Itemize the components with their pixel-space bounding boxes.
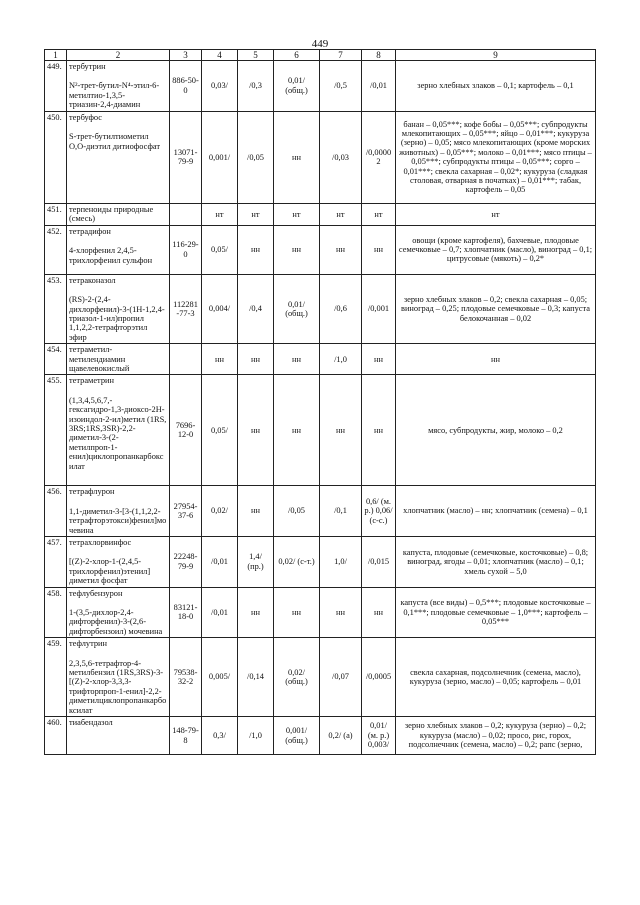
value-cell-6: нн — [274, 344, 320, 375]
value-cell-5: 1,4/ (пр.) — [238, 536, 274, 587]
header-cell: 6 — [274, 50, 320, 61]
substance-name: тиабендазол — [69, 718, 113, 728]
cas-number-cell: 7696-12-0 — [170, 375, 202, 486]
residue-limits-cell: нт — [396, 203, 596, 225]
value-cell-8: /0,015 — [362, 536, 396, 587]
value-cell-7: /0,07 — [320, 638, 362, 717]
chemical-name: S-трет-бутилтиометил O,O-диэтил дитиофосфат — [69, 132, 161, 151]
cas-number-cell: 27954-37-6 — [170, 486, 202, 537]
chemical-name: N²-трет-бутил-N⁴-этил-6-метилтио-1,3,5-триазин-2,4-диамин — [69, 81, 160, 110]
substance-name: терпеноиды природные (смесь) — [69, 204, 154, 224]
residue-limits-cell: хлопчатник (масло) – нн; хлопчатник (семена) – 0,1 — [396, 486, 596, 537]
cas-number-cell — [170, 344, 202, 375]
substance-name: тетрафлурон — [69, 487, 115, 497]
substance-name: тетрадифон — [69, 226, 111, 236]
table-row — [45, 587, 596, 638]
value-cell-7: нт — [320, 203, 362, 225]
row-number-cell: 456. — [45, 486, 67, 537]
pesticide-table — [44, 49, 596, 755]
header-cell: 9 — [396, 50, 596, 61]
value-cell-5: нт — [238, 203, 274, 225]
substance-name: тетраметрин — [69, 376, 114, 386]
table-row — [45, 225, 596, 274]
table-row — [45, 375, 596, 486]
substance-name: тетрахлорвинфос — [69, 537, 132, 547]
chemical-name: (1,3,4,5,6,7,-гексагидро-1,3-диоксо-2Н-изоиндол-2-ил)метил (1RS, 3RS;1RS,3SR)-2,2-диметил-3-(2-метилпроп-1-енил)циклопропанкарбоксилат — [69, 395, 167, 471]
header-row — [45, 50, 596, 61]
value-cell-7: /1,0 — [320, 344, 362, 375]
value-cell-4: /0,01 — [202, 587, 238, 638]
table-row — [45, 638, 596, 717]
value-cell-4: нт — [202, 203, 238, 225]
residue-limits-cell: банан – 0,05***; кофе бобы – 0,05***; субпродукты млекопитающих – 0,05***; яйцо – 0,01***; кукуруза (зерно) – 0,05; мясо млекопитающих (кроме морских животных) – 0,05***; молоко – 0,01***; мясо птицы – 0,05***; субпродукты птицы – 0,05***; сорго – 0,01***; свекла сахарная – 0,02*; кукуруза (сладкая столовая, отварная в початках) – 0,01***; табак, картофель – 0,05 — [396, 111, 596, 203]
table-row — [45, 61, 596, 112]
value-cell-6: нт — [274, 203, 320, 225]
chemical-name: 1-(3,5-дихлор-2,4-дифторфенил)-3-(2,6-дифторбензоил) мочевина — [69, 608, 163, 636]
cas-number-cell: 886-50-0 — [170, 61, 202, 112]
value-cell-8: нн — [362, 344, 396, 375]
substance-cell — [67, 111, 170, 203]
value-cell-4: /0,01 — [202, 536, 238, 587]
value-cell-5: нн — [238, 486, 274, 537]
value-cell-5: нн — [238, 375, 274, 486]
header-cell: 2 — [67, 50, 170, 61]
chemical-name: 2,3,5,6-тетрафтор-4-метилбензил (1RS,3RS)-3-[(Z)-2-хлор-3,3,3-трифторпроп-1-енил]-2,2-диметилциклопропанкарбоксилат — [69, 658, 167, 715]
row-number-cell: 452. — [45, 225, 67, 274]
value-cell-5: /1,0 — [238, 717, 274, 755]
row-number-cell: 449. — [45, 61, 67, 112]
value-cell-8: /0,01 — [362, 61, 396, 112]
row-number-cell: 458. — [45, 587, 67, 638]
header-cell: 5 — [238, 50, 274, 61]
header-cell: 7 — [320, 50, 362, 61]
value-cell-4: 0,001/ — [202, 111, 238, 203]
value-cell-6: 0,02/ (с-т.) — [274, 536, 320, 587]
value-cell-8: нн — [362, 375, 396, 486]
value-cell-6: нн — [274, 587, 320, 638]
substance-name: тербуфос — [69, 112, 103, 122]
value-cell-7: 1,0/ — [320, 536, 362, 587]
substance-cell — [67, 61, 170, 112]
chemical-name: [(Z)-2-хлор-1-(2,4,5-трихлорфенил)этенил] диметил фосфат — [69, 557, 151, 586]
residue-limits-cell: зерно хлебных злаков – 0,2; свекла сахарная – 0,05; виноград – 0,25; плодовые семечковые – 0,3; капуста белокочанная – 0,02 — [396, 274, 596, 343]
value-cell-6: 0,01/ (общ.) — [274, 274, 320, 343]
value-cell-8: нт — [362, 203, 396, 225]
table-row — [45, 486, 596, 537]
header-cell: 3 — [170, 50, 202, 61]
residue-limits-cell: овощи (кроме картофеля), бахчевые, плодовые семечковые – 0,7; хлопчатник (масло), виноград – 0,1; цитрусовые (мякоть) – 0,2* — [396, 225, 596, 274]
row-number-cell: 457. — [45, 536, 67, 587]
value-cell-4: 0,3/ — [202, 717, 238, 755]
substance-name: тербутрин — [69, 62, 106, 72]
value-cell-5: /0,05 — [238, 111, 274, 203]
substance-name: тетраметил-метилендиамин щавелевокислый — [69, 345, 130, 373]
cas-number-cell: 116-29-0 — [170, 225, 202, 274]
cas-number-cell: 148-79-8 — [170, 717, 202, 755]
value-cell-7: нн — [320, 225, 362, 274]
row-number-cell: 459. — [45, 638, 67, 717]
value-cell-8: /0,0005 — [362, 638, 396, 717]
residue-limits-cell: зерно хлебных злаков – 0,2; кукуруза (зерно) – 0,2; кукуруза (масло) – 0,02; просо, рис, горох, подсолнечник (семена, масло) – 0,2; рапс (зерно, — [396, 717, 596, 755]
row-number-cell: 460. — [45, 717, 67, 755]
value-cell-6: 0,02/ (общ.) — [274, 638, 320, 717]
value-cell-4: 0,05/ — [202, 225, 238, 274]
chemical-name: (RS)-2-(2,4-дихлорфенил)-3-(1Н-1,2,4-триазол-1-ил)пропил 1,1,2,2-тетрафторэтил эфир — [69, 295, 165, 342]
substance-cell — [67, 638, 170, 717]
substance-cell — [67, 344, 170, 375]
value-cell-8: 0,01/ (м. р.) 0,003/ — [362, 717, 396, 755]
residue-limits-cell: капуста (все виды) – 0,5***; плодовые косточковые – 0,1***; плодовые семечковые – 1,0***; картофель – 0,05*** — [396, 587, 596, 638]
value-cell-4: 0,004/ — [202, 274, 238, 343]
substance-name: тефлутрин — [69, 639, 107, 649]
substance-cell — [67, 375, 170, 486]
value-cell-5: /0,3 — [238, 61, 274, 112]
value-cell-7: /0,5 — [320, 61, 362, 112]
value-cell-8: /0,00002 — [362, 111, 396, 203]
cas-number-cell: 112281-77-3 — [170, 274, 202, 343]
value-cell-4: 0,005/ — [202, 638, 238, 717]
value-cell-4: 0,03/ — [202, 61, 238, 112]
header-cell: 1 — [45, 50, 67, 61]
value-cell-8: 0,6/ (м. р.) 0,06/ (с-с.) — [362, 486, 396, 537]
table-row — [45, 717, 596, 755]
row-number-cell: 455. — [45, 375, 67, 486]
value-cell-6: нн — [274, 111, 320, 203]
value-cell-8: нн — [362, 587, 396, 638]
residue-limits-cell: капуста, плодовые (семечковые, косточковые) – 0,8; виноград, ягоды – 0,01; хлопчатник (масло) – 0,1; хмель сухой – 5,0 — [396, 536, 596, 587]
value-cell-7: нн — [320, 375, 362, 486]
row-number-cell: 450. — [45, 111, 67, 203]
substance-cell — [67, 717, 170, 755]
table-row — [45, 274, 596, 343]
value-cell-6: нн — [274, 225, 320, 274]
substance-cell — [67, 486, 170, 537]
value-cell-6: /0,05 — [274, 486, 320, 537]
value-cell-5: нн — [238, 344, 274, 375]
value-cell-5: нн — [238, 225, 274, 274]
row-number-cell: 451. — [45, 203, 67, 225]
header-cell: 4 — [202, 50, 238, 61]
residue-limits-cell: свекла сахарная, подсолнечник (семена, масло), кукуруза (зерно, масло) – 0,05; картофель – 0,01 — [396, 638, 596, 717]
substance-cell — [67, 274, 170, 343]
substance-name: тетраконазол — [69, 275, 116, 285]
value-cell-7: 0,2/ (а) — [320, 717, 362, 755]
chemical-name: 1,1-диметил-3-[3-(1,1,2,2-тетрафторэтокси)фенил]мочевина — [69, 506, 167, 535]
cas-number-cell: 83121-18-0 — [170, 587, 202, 638]
substance-cell — [67, 203, 170, 225]
value-cell-4: 0,02/ — [202, 486, 238, 537]
table-row — [45, 111, 596, 203]
value-cell-6: 0,01/ (общ.) — [274, 61, 320, 112]
value-cell-4: 0,05/ — [202, 375, 238, 486]
page-number: 449 — [311, 38, 329, 50]
header-cell: 8 — [362, 50, 396, 61]
substance-cell — [67, 536, 170, 587]
value-cell-7: /0,1 — [320, 486, 362, 537]
residue-limits-cell: нн — [396, 344, 596, 375]
value-cell-4: нн — [202, 344, 238, 375]
cas-number-cell: 79538-32-2 — [170, 638, 202, 717]
value-cell-7: /0,03 — [320, 111, 362, 203]
value-cell-5: /0,4 — [238, 274, 274, 343]
substance-name: тефлубензурон — [69, 588, 123, 598]
value-cell-5: нн — [238, 587, 274, 638]
table-row — [45, 536, 596, 587]
row-number-cell: 453. — [45, 274, 67, 343]
value-cell-6: нн — [274, 375, 320, 486]
value-cell-7: нн — [320, 587, 362, 638]
table-row — [45, 203, 596, 225]
value-cell-7: /0,6 — [320, 274, 362, 343]
value-cell-8: нн — [362, 225, 396, 274]
row-number-cell: 454. — [45, 344, 67, 375]
cas-number-cell: 22248-79-9 — [170, 536, 202, 587]
cas-number-cell: 13071-79-9 — [170, 111, 202, 203]
value-cell-5: /0,14 — [238, 638, 274, 717]
substance-cell — [67, 587, 170, 638]
value-cell-8: /0,001 — [362, 274, 396, 343]
chemical-name: 4-хлорфенил 2,4,5-трихлорфенил сульфон — [69, 246, 153, 265]
substance-cell — [67, 225, 170, 274]
table-row — [45, 344, 596, 375]
value-cell-6: 0,001/ (общ.) — [274, 717, 320, 755]
cas-number-cell — [170, 203, 202, 225]
residue-limits-cell: мясо, субпродукты, жир, молоко – 0,2 — [396, 375, 596, 486]
residue-limits-cell: зерно хлебных злаков – 0,1; картофель – 0,1 — [396, 61, 596, 112]
